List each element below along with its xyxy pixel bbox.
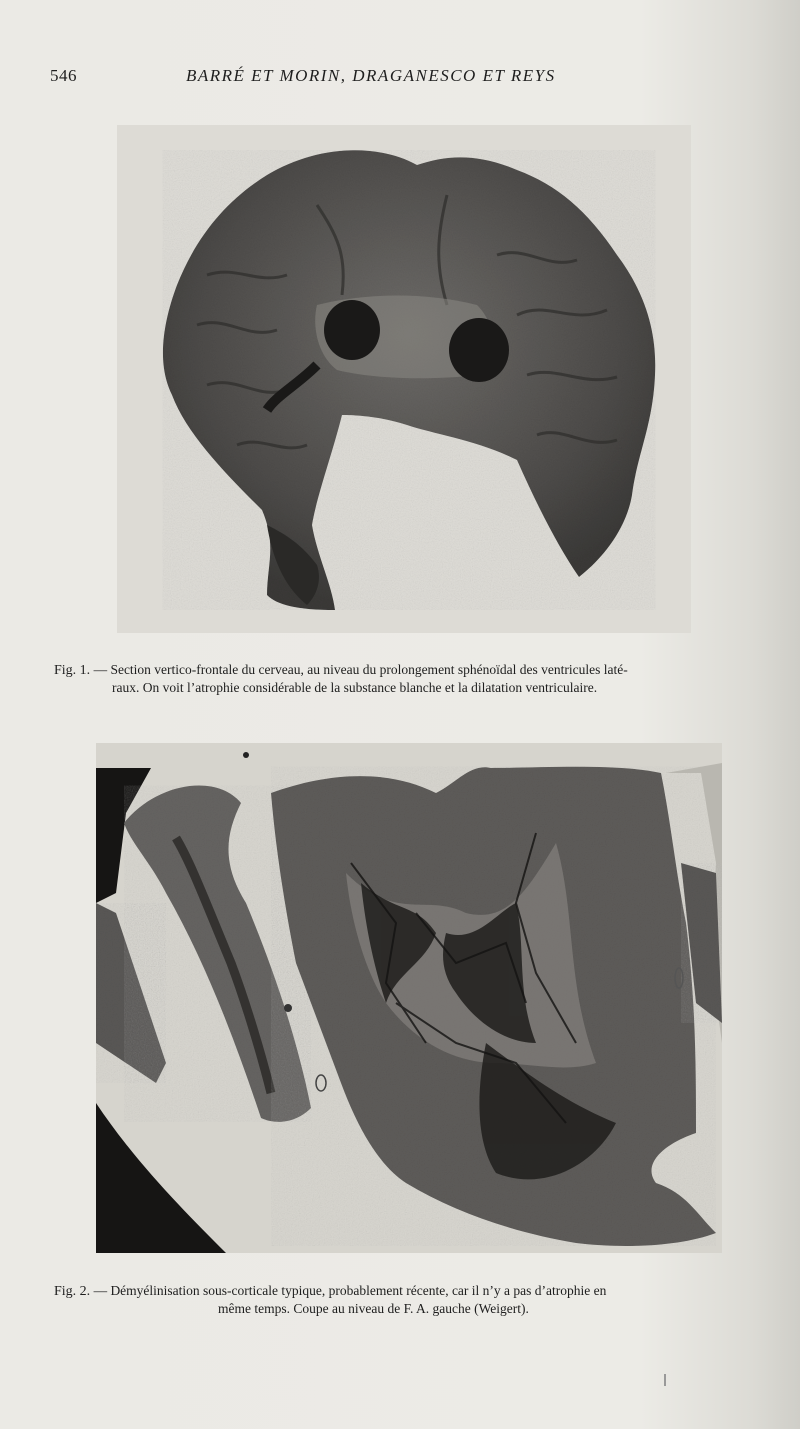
margin-mark [664, 1374, 666, 1386]
figure-2-micrograph [96, 743, 722, 1253]
figure-1-label: Fig. 1. [54, 663, 91, 678]
figure-1-photograph [117, 125, 691, 633]
running-head: BARRÉ ET MORIN, DRAGANESCO ET REYS [186, 66, 556, 85]
figure-2-label: Fig. 2. [54, 1284, 91, 1299]
page-number: 546 [50, 66, 77, 85]
figure-2-caption [54, 1282, 764, 1317]
figure-2-caption-line-1: — Démyélinisation sous-corticale typique, probablement récente, car il n’y a pas d’atrophie en [93, 1283, 607, 1298]
figure-1-caption-line-1: — Section vertico-frontale du cerveau, au niveau du prolongement sphénoïdal des ventricules laté- [93, 662, 628, 677]
figure-1-caption-line-2: raux. On voit l’atrophie considérable de la substance blanche et la dilatation ventriculaire. [112, 680, 598, 695]
figure-1-caption [54, 661, 764, 696]
figure-2-caption-line-2: même temps. Coupe au niveau de F. A. gauche (Weigert). [218, 1301, 529, 1316]
